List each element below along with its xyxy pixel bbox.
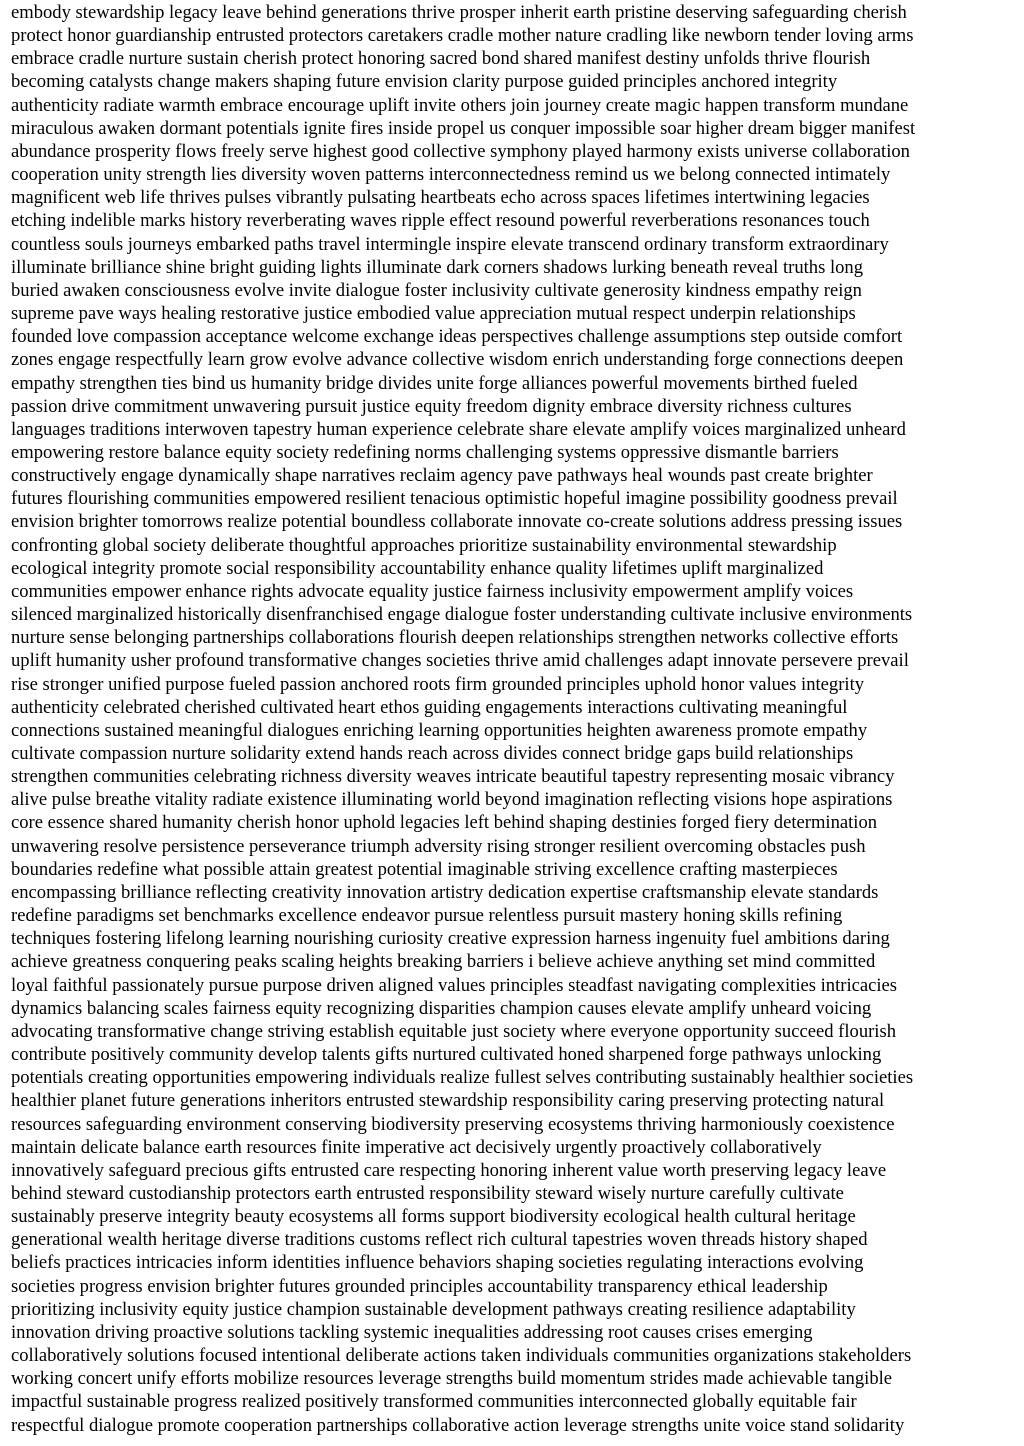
text-line: collaboratively solutions focused intentional deliberate actions taken individuals communities organizations stakeholders — [11, 1345, 912, 1367]
text-line: beliefs practices intricacies inform identities influence behaviors shaping societies regulating interactions evolving — [11, 1252, 864, 1274]
text-line: envision brighter tomorrows realize potential boundless collaborate innovate co-create solutions address pressing issues — [11, 511, 903, 533]
text-line: rise stronger unified purpose fueled passion anchored roots firm grounded principles uphold honor values integrity — [11, 673, 865, 695]
text-line: cultivate compassion nurture solidarity extend hands reach across divides connect bridge gaps build relationships — [11, 743, 854, 764]
text-line: alive pulse breathe vitality radiate existence illuminating world beyond imagination reflecting visions hope aspirations — [11, 789, 893, 811]
text-line: embody stewardship legacy leave behind generations thrive prosper inherit earth pristine deserving safeguarding cherish — [11, 2, 907, 23]
text-line: languages traditions interwoven tapestry human experience celebrate share elevate amplify voices marginalized unheard — [11, 418, 906, 440]
text-line: healthier planet future generations inheritors entrusted stewardship responsibility caring preserving protecting natural — [11, 1090, 885, 1112]
text-line: embrace cradle nurture sustain cherish protect honoring sacred bond shared manifest destiny unfolds thrive flourish — [11, 48, 871, 70]
text-line: redefine paradigms set benchmarks excellence endeavor pursue relentless pursuit mastery honing skills refining — [11, 905, 843, 927]
text-line: authenticity radiate warmth embrace encourage uplift invite others join journey create magic happen transform mundane — [11, 94, 909, 116]
text-line: encompassing brilliance reflecting creativity innovation artistry dedication expertise craftsmanship elevate standards — [11, 881, 879, 903]
text-line: etching indelible marks history reverberating waves ripple effect resound powerful reverberations resonances touch — [11, 210, 870, 232]
text-line: communities empower enhance rights advocate equality justice fairness inclusivity empowerment amplify voices — [11, 580, 854, 602]
text-line: generational wealth heritage diverse traditions customs reflect rich cultural tapestries woven threads history shaped — [11, 1229, 868, 1251]
text-line: connections sustained meaningful dialogues enriching learning opportunities heighten awareness promote empathy — [11, 719, 868, 741]
text-line: ecological integrity promote social responsibility accountability enhance quality lifetimes uplift marginalized — [11, 557, 824, 579]
text-line: uplift humanity usher profound transformative changes societies thrive amid challenges adapt innovate persevere prevail — [11, 650, 909, 672]
text-line: boundaries redefine what possible attain greatest potential imaginable striving excellence crafting masterpieces — [11, 858, 838, 880]
text-line: potentials creating opportunities empowering individuals realize fullest selves contributing sustainably healthier societies — [11, 1067, 914, 1089]
text-line: authenticity celebrated cherished cultivated heart ethos guiding engagements interactions cultivating meaningful — [11, 696, 848, 718]
text-line: countless souls journeys embarked paths travel intermingle inspire elevate transcend ordinary transform extraordinary — [11, 233, 889, 255]
text-line: empowering restore balance equity society redefining norms challenging systems oppressive dismantle barriers — [11, 441, 839, 463]
text-line: societies progress envision brighter futures grounded principles accountability transparency ethical leadership — [11, 1275, 828, 1297]
text-line: respectful dialogue promote cooperation partnerships collaborative action leverage strengths unite voice stand solidarity — [11, 1414, 905, 1436]
text-line: illuminate brilliance shine bright guiding lights illuminate dark corners shadows lurking beneath reveal truths long — [11, 256, 864, 278]
text-line: futures flourishing communities empowered resilient tenacious optimistic hopeful imagine possibility goodness prevail — [11, 488, 898, 510]
text-line: silenced marginalized historically disenfranchised engage dialogue foster understanding cultivate inclusive environments — [11, 604, 913, 626]
text-line: cooperation unity strength lies diversity woven patterns interconnectedness remind us we belong connected intimately — [11, 164, 891, 186]
text-line: magnificent web life thrives pulses vibrantly pulsating heartbeats echo across spaces lifetimes intertwining legacies — [11, 187, 870, 209]
text-line: innovatively safeguard precious gifts entrusted care respecting honoring inherent value worth preserving legacy leave — [11, 1159, 887, 1181]
text-line: protect honor guardianship entrusted protectors caretakers cradle mother nature cradling like newborn tender loving arms — [11, 25, 914, 47]
text-line: maintain delicate balance earth resources finite imperative act decisively urgently proactively collaboratively — [11, 1136, 822, 1158]
body-text — [11, 0, 1016, 1437]
text-line: core essence shared humanity cherish honor uphold legacies left behind shaping destinies forged fiery determination — [11, 812, 878, 834]
text-line: innovation driving proactive solutions tackling systemic inequalities addressing root causes crises emerging — [11, 1321, 813, 1343]
text-line: dynamics balancing scales fairness equity recognizing disparities champion causes elevate amplify unheard voicing — [11, 997, 872, 1019]
text-line: behind steward custodianship protectors earth entrusted responsibility steward wisely nurture carefully cultivate — [11, 1182, 844, 1204]
text-line: becoming catalysts change makers shaping future envision clarity purpose guided principles anchored integrity — [11, 71, 838, 93]
text-line: strengthen communities celebrating richness diversity weaves intricate beautiful tapestry representing mosaic vibrancy — [11, 766, 895, 788]
text-line: achieve greatness conquering peaks scaling heights breaking barriers i believe achieve anything set mind committed — [11, 951, 876, 973]
text-line: zones engage respectfully learn grow evolve advance collective wisdom enrich understanding forge connections deepen — [11, 349, 904, 371]
text-line: miraculous awaken dormant potentials ignite fires inside propel us conquer impossible soar higher dream bigger manifest — [11, 117, 916, 139]
text-line: sustainably preserve integrity beauty ecosystems all forms support biodiversity ecological health cultural heritage — [11, 1206, 856, 1228]
text-line: advocating transformative change striving establish equitable just society where everyone opportunity succeed flourish — [11, 1020, 897, 1042]
text-line: impactful sustainable progress realized positively transformed communities interconnected globally equitable fair — [11, 1391, 857, 1413]
text-line: passion drive commitment unwavering pursuit justice equity freedom dignity embrace diversity richness cultures — [11, 395, 852, 417]
text-line: nurture sense belonging partnerships collaborations flourish deepen relationships strengthen networks collective efforts — [11, 627, 899, 649]
text-line: prioritizing inclusivity equity justice champion sustainable development pathways creating resilience adaptability — [11, 1298, 856, 1320]
text-line: contribute positively community develop talents gifts nurtured cultivated honed sharpened forge pathways unlocking — [11, 1044, 882, 1066]
text-line: techniques fostering lifelong learning nourishing curiosity creative expression harness ingenuity fuel ambitions daring — [11, 928, 890, 950]
text-line: empathy strengthen ties bind us humanity bridge divides unite forge alliances powerful movements birthed fueled — [11, 372, 858, 394]
text-line: loyal faithful passionately pursue purpose driven aligned values principles steadfast navigating complexities intricacies — [11, 974, 898, 996]
text-line: founded love compassion acceptance welcome exchange ideas perspectives challenge assumptions step outside comfort — [11, 326, 903, 348]
text-line: confronting global society deliberate thoughtful approaches prioritize sustainability environmental stewardship — [11, 534, 837, 556]
text-line: buried awaken consciousness evolve invite dialogue foster inclusivity cultivate generosity kindness empathy reign — [11, 279, 862, 301]
text-line: constructively engage dynamically shape narratives reclaim agency pave pathways heal wounds past create brighter — [11, 465, 873, 487]
text-line: unwavering resolve persistence perseverance triumph adversity rising stronger resilient overcoming obstacles push — [11, 835, 866, 857]
text-line: abundance prosperity flows freely serve highest good collective symphony played harmony exists universe collaboration — [11, 140, 910, 162]
text-line: working concert unify efforts mobilize resources leverage strengths build momentum strides made achievable tangible — [11, 1368, 893, 1390]
text-line: resources safeguarding environment conserving biodiversity preserving ecosystems thriving harmoniously coexistence — [11, 1113, 895, 1135]
text-line: supreme pave ways healing restorative justice embodied value appreciation mutual respect underpin relationships — [11, 303, 856, 325]
